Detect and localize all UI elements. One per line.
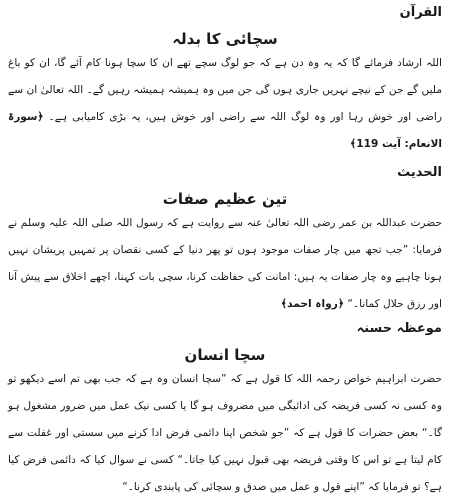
quran-text	[8, 50, 442, 158]
section-label-hadith: الحدیث	[397, 165, 442, 180]
hadith-text	[8, 210, 442, 318]
hadith-title: تین عظیم صفات	[162, 190, 288, 208]
mauiza-text: حضرت ابراہیم خواص رحمہ اللہ کا قول ہے کہ ”سچا انسان وہ ہے کہ جب بھی تم اسے دیکھو تو وہ کسی نہ کسی فریضہ کی ادائیگی میں مصروف ہو گا یا کسی نیک عمل میں ضرور مشغول ہو گا۔“ بعض حضرات کا قول ہے کہ ”جو شخص اپنا دائمی فرض ادا کرنے میں سستی اور غفلت سے کام لیتا ہے تو اس کا وقتی فریضہ بھی قبول نہیں کیا جاتا۔“ کسی نے سوال کیا کہ دائمی فرض کیا ہے؟ تو فرمایا کہ ”اپنے قول و عمل میں صدق و سچائی کی پابندی کرنا۔“	[8, 373, 442, 493]
hadith-body: حضرت عبداللہ بن عمر رضی اللہ تعالیٰ عنہ سے روایت ہے کہ رسول اللہ صلی اللہ علیہ وسلم نے فرمایا: ”جب تجھ میں چار صفات موجود ہوں تو پھر دنیا کے کسی نقصان پر تمہیں پریشان نہیں ہونا چاہیے وہ چار صفات یہ ہیں: امانت کی حفاظت کرنا، سچی بات کہنا، اچھے اخلاق سے پیش آنا اور رزق حلال کمانا۔“	[8, 217, 442, 310]
quran-body: اللہ ارشاد فرمائے گا کہ یہ وہ دن ہے کہ جو لوگ سچے تھے ان کا سچا ہونا کام آئے گا، ان کو باغ ملیں گے جن کے نیچے نہریں جاری ہوں گی جن میں وہ ہمیشہ ہمیشہ رہیں گے۔ اللہ تعالیٰ ان سے راضی اور خوش رہا اور وہ لوگ اللہ سے راضی اور خوش ہیں، یہ بڑی کامیابی ہے۔	[8, 57, 442, 123]
mauiza-title: سچا انسان	[184, 346, 266, 364]
hadith-reference: ﴿رواہ احمد﴾	[280, 298, 345, 310]
quran-title: سچائی کا بدلہ	[172, 30, 278, 48]
section-label-quran: القرآن	[399, 5, 442, 20]
section-label-mauiza: موعظہ حسنہ	[356, 321, 442, 336]
quran-reference: ﴿سورۃ الانعام: آیت 119﴾	[8, 111, 442, 150]
